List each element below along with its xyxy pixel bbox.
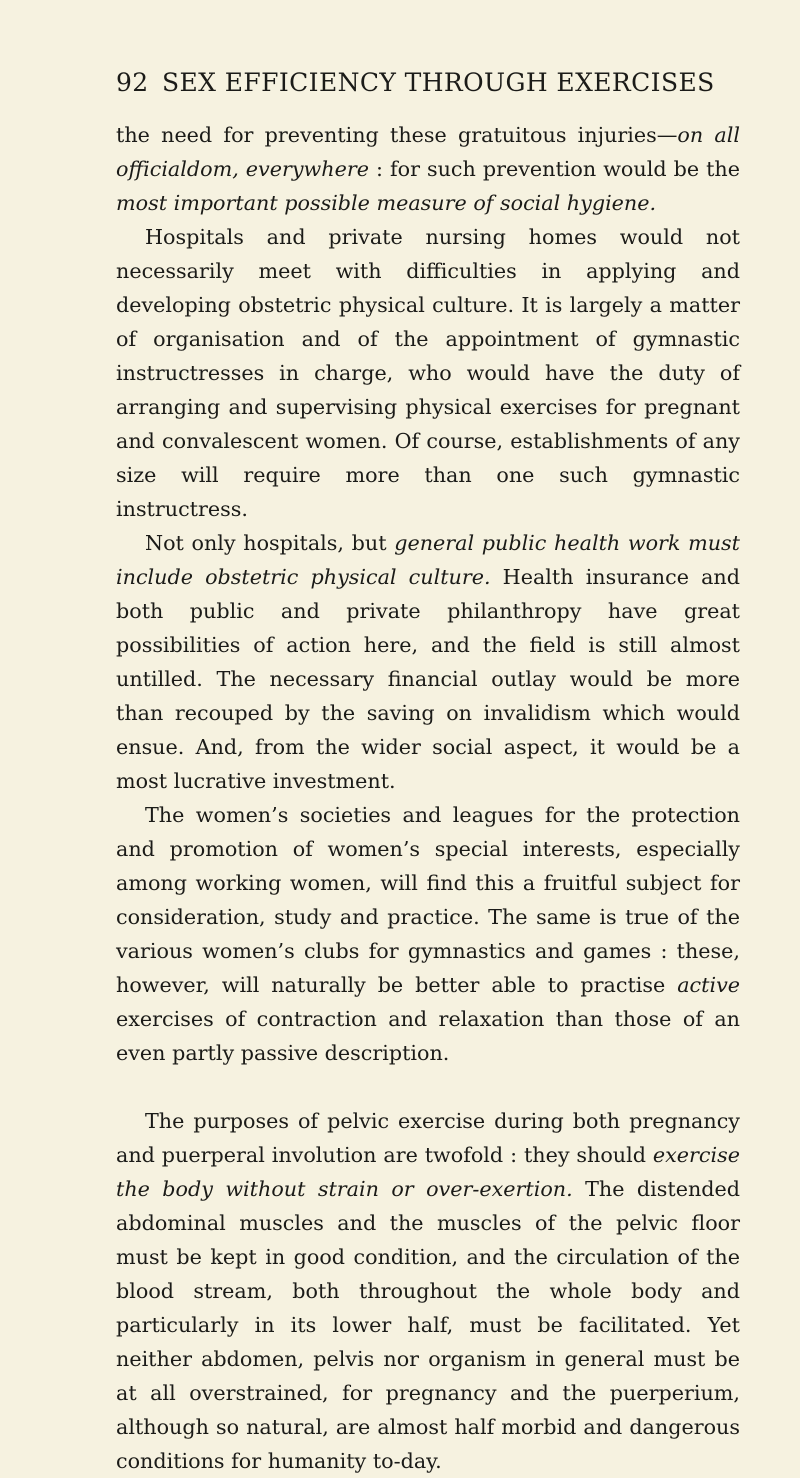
- text-segment: Hospitals and private nursing homes would not necessarily meet with difficulties in applying and developing obstetric physical culture. It is largely a matter of organisation and of the appointment of gymnastic instructresses in charge, who would have the duty of arranging and supervising physical exercises for pregnant and convalescent women. Of course, establishments of any size will require more than one such gymnastic instructress.: [116, 225, 740, 521]
- text-segment: : for such prevention would be the: [368, 157, 740, 181]
- text-segment: Health insurance and both public and private philanthropy have great possibilities of action here, and the field is still almost untilled. The necessary financial outlay would be more than recouped by the saving on invalidism which would ensue. And, from the wider social aspect, it would be a most lucrative investment.: [116, 565, 740, 793]
- paragraph-public-health: [116, 526, 740, 798]
- page-number: 92: [116, 68, 149, 97]
- paragraph-hospitals: [116, 220, 740, 526]
- body-text: [116, 118, 740, 1478]
- emphasis-segment: exercise the body without strain or over-exertion.: [116, 1143, 740, 1201]
- text-segment: exercises of contraction and relaxation than those of an even partly passive description.: [116, 1007, 740, 1065]
- text-segment: The women’s societies and leagues for the protection and promotion of women’s special interests, especially among working women, will find this a fruitful subject for consideration, study and practice. The same is true of the various women’s clubs for gymnastics and games : these, however, will naturally be better able to practise: [116, 803, 740, 997]
- emphasis-segment: most important possible measure of social hygiene.: [116, 191, 657, 215]
- paragraph-pelvic-exercise: [116, 1104, 740, 1478]
- text-segment: Not only hospitals, but: [145, 531, 395, 555]
- emphasis-segment: general public health work must include obstetric physical culture.: [116, 531, 740, 589]
- text-segment: the need for preventing these gratuitous injuries—: [116, 123, 678, 147]
- emphasis-segment: on all officialdom, everywhere: [116, 123, 740, 181]
- running-header: [116, 68, 736, 97]
- paragraph-continuation: [116, 118, 740, 220]
- paragraph-womens-societies: [116, 798, 740, 1070]
- text-segment: The distended abdominal muscles and the muscles of the pelvic floor must be kept in good condition, and the circulation of the blood stream, both throughout the whole body and particularly in its lower half, must be facilitated. Yet neither abdomen, pelvis nor organism in general must be at all overstrained, for pregnancy and the puerperium, although so natural, are almost half morbid and dangerous conditions for humanity to-day.: [116, 1177, 740, 1473]
- text-segment: The purposes of pelvic exercise during both pregnancy and puerperal involution are twofold : they should: [116, 1109, 740, 1167]
- running-title: SEX EFFICIENCY THROUGH EXERCISES: [162, 68, 715, 97]
- emphasis-segment: active: [677, 973, 740, 997]
